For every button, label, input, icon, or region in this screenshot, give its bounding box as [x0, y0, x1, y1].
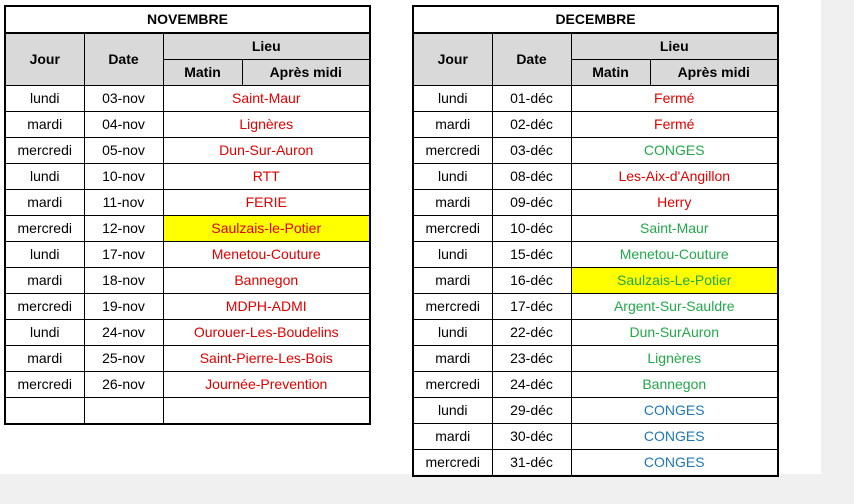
- cell-jour[interactable]: mercredi: [5, 294, 84, 320]
- cell-lieu[interactable]: Saint-Maur: [163, 86, 370, 112]
- november-rows: [5, 86, 370, 425]
- november-title[interactable]: NOVEMBRE: [5, 6, 370, 33]
- december-title[interactable]: DECEMBRE: [413, 6, 778, 33]
- header-date[interactable]: Date: [492, 33, 571, 86]
- cell-jour[interactable]: mercredi: [5, 372, 84, 398]
- header-lieu[interactable]: Lieu: [571, 33, 778, 60]
- cell-jour[interactable]: lundi: [5, 242, 84, 268]
- cell-jour[interactable]: mardi: [5, 268, 84, 294]
- cell-lieu[interactable]: MDPH-ADMI: [163, 294, 370, 320]
- cell-lieu[interactable]: Saint-Pierre-Les-Bois: [163, 346, 370, 372]
- cell-date[interactable]: 31-déc: [492, 450, 571, 477]
- table-row: [413, 268, 778, 294]
- cell-lieu[interactable]: CONGES: [571, 450, 778, 477]
- cell-lieu[interactable]: Menetou-Couture: [163, 242, 370, 268]
- table-row: [5, 294, 370, 320]
- table-row: [413, 450, 778, 477]
- cell-jour[interactable]: mardi: [5, 346, 84, 372]
- table-row: [413, 86, 778, 112]
- cell-jour[interactable]: mardi: [5, 190, 84, 216]
- cell-date[interactable]: 16-déc: [492, 268, 571, 294]
- table-row: [413, 372, 778, 398]
- header-matin[interactable]: Matin: [571, 60, 650, 86]
- cell-lieu[interactable]: Lignères: [163, 112, 370, 138]
- cell-lieu[interactable]: CONGES: [571, 138, 778, 164]
- cell-lieu[interactable]: CONGES: [571, 424, 778, 450]
- table-row: [413, 164, 778, 190]
- cell-jour[interactable]: lundi: [413, 398, 492, 424]
- table-row: [413, 346, 778, 372]
- cell-jour[interactable]: mardi: [413, 112, 492, 138]
- cell-lieu[interactable]: Saulzais-Le-Potier: [571, 268, 778, 294]
- cell-lieu[interactable]: Ourouer-Les-Boudelins: [163, 320, 370, 346]
- table-row: [5, 190, 370, 216]
- cell-date[interactable]: 24-déc: [492, 372, 571, 398]
- cell-jour[interactable]: mercredi: [413, 450, 492, 477]
- cell-lieu[interactable]: Journée-Prevention: [163, 372, 370, 398]
- cell-date[interactable]: [84, 398, 163, 425]
- cell-lieu[interactable]: Argent-Sur-Sauldre: [571, 294, 778, 320]
- cell-lieu[interactable]: RTT: [163, 164, 370, 190]
- cell-date[interactable]: 19-nov: [84, 294, 163, 320]
- table-row: [5, 138, 370, 164]
- cell-jour[interactable]: lundi: [413, 86, 492, 112]
- table-row: [5, 112, 370, 138]
- cell-lieu[interactable]: Menetou-Couture: [571, 242, 778, 268]
- cell-date[interactable]: 29-déc: [492, 398, 571, 424]
- cell-date[interactable]: 03-déc: [492, 138, 571, 164]
- cell-jour[interactable]: lundi: [5, 86, 84, 112]
- cell-lieu[interactable]: Fermé: [571, 112, 778, 138]
- cell-jour[interactable]: mardi: [5, 112, 84, 138]
- cell-date[interactable]: 25-nov: [84, 346, 163, 372]
- cell-jour[interactable]: lundi: [413, 320, 492, 346]
- cell-date[interactable]: 10-déc: [492, 216, 571, 242]
- cell-jour[interactable]: lundi: [413, 164, 492, 190]
- cell-jour[interactable]: lundi: [5, 164, 84, 190]
- cell-date[interactable]: 05-nov: [84, 138, 163, 164]
- cell-jour[interactable]: lundi: [5, 320, 84, 346]
- cell-date[interactable]: 26-nov: [84, 372, 163, 398]
- header-date[interactable]: Date: [84, 33, 163, 86]
- cell-lieu[interactable]: [163, 398, 370, 425]
- cell-lieu[interactable]: Bannegon: [163, 268, 370, 294]
- cell-jour[interactable]: mardi: [413, 268, 492, 294]
- header-apres-midi[interactable]: Après midi: [242, 60, 370, 86]
- cell-date[interactable]: 03-nov: [84, 86, 163, 112]
- table-row: [5, 86, 370, 112]
- november-table: [4, 5, 371, 425]
- table-row: [5, 242, 370, 268]
- cell-date[interactable]: 17-nov: [84, 242, 163, 268]
- cell-date[interactable]: 10-nov: [84, 164, 163, 190]
- cell-lieu[interactable]: Lignères: [571, 346, 778, 372]
- cell-lieu[interactable]: Fermé: [571, 86, 778, 112]
- cell-lieu[interactable]: Les-Aix-d'Angillon: [571, 164, 778, 190]
- cell-jour[interactable]: mercredi: [413, 294, 492, 320]
- table-row: [413, 320, 778, 346]
- table-row: [5, 216, 370, 242]
- table-row: [5, 346, 370, 372]
- table-row: [5, 268, 370, 294]
- cell-date[interactable]: 30-déc: [492, 424, 571, 450]
- table-row: [413, 398, 778, 424]
- cell-jour[interactable]: mardi: [413, 190, 492, 216]
- cell-lieu[interactable]: Saint-Maur: [571, 216, 778, 242]
- header-matin[interactable]: Matin: [163, 60, 242, 86]
- table-row: [413, 216, 778, 242]
- cell-date[interactable]: 01-déc: [492, 86, 571, 112]
- cell-date[interactable]: 02-déc: [492, 112, 571, 138]
- table-row: [5, 164, 370, 190]
- cell-date[interactable]: 24-nov: [84, 320, 163, 346]
- table-row: [413, 190, 778, 216]
- header-jour[interactable]: Jour: [413, 33, 492, 86]
- table-row: [413, 138, 778, 164]
- cell-jour[interactable]: mercredi: [413, 138, 492, 164]
- table-row: [5, 398, 370, 425]
- cell-lieu[interactable]: Dun-Sur-Auron: [163, 138, 370, 164]
- cell-date[interactable]: 11-nov: [84, 190, 163, 216]
- december-rows: [413, 86, 778, 477]
- cell-jour[interactable]: mardi: [413, 424, 492, 450]
- cell-lieu[interactable]: Herry: [571, 190, 778, 216]
- cell-date[interactable]: 18-nov: [84, 268, 163, 294]
- cell-date[interactable]: 08-déc: [492, 164, 571, 190]
- cell-lieu[interactable]: Bannegon: [571, 372, 778, 398]
- header-lieu[interactable]: Lieu: [163, 33, 370, 60]
- cell-jour[interactable]: mercredi: [413, 372, 492, 398]
- cell-lieu[interactable]: Dun-SurAuron: [571, 320, 778, 346]
- cell-date[interactable]: 22-déc: [492, 320, 571, 346]
- cell-date[interactable]: 09-déc: [492, 190, 571, 216]
- table-row: [413, 112, 778, 138]
- december-table: [412, 5, 779, 477]
- cell-lieu[interactable]: FERIE: [163, 190, 370, 216]
- cell-jour[interactable]: mardi: [413, 346, 492, 372]
- cell-date[interactable]: 15-déc: [492, 242, 571, 268]
- cell-jour[interactable]: mercredi: [5, 216, 84, 242]
- cell-date[interactable]: 23-déc: [492, 346, 571, 372]
- cell-date[interactable]: 17-déc: [492, 294, 571, 320]
- header-apres-midi[interactable]: Après midi: [650, 60, 778, 86]
- header-jour[interactable]: Jour: [5, 33, 84, 86]
- cell-date[interactable]: 04-nov: [84, 112, 163, 138]
- cell-jour[interactable]: mercredi: [413, 216, 492, 242]
- cell-lieu[interactable]: Saulzais-le-Potier: [163, 216, 370, 242]
- cell-lieu[interactable]: CONGES: [571, 398, 778, 424]
- cell-jour[interactable]: [5, 398, 84, 425]
- table-row: [413, 424, 778, 450]
- cell-date[interactable]: 12-nov: [84, 216, 163, 242]
- table-row: [5, 320, 370, 346]
- table-row: [413, 294, 778, 320]
- cell-jour[interactable]: mercredi: [5, 138, 84, 164]
- table-row: [413, 242, 778, 268]
- cell-jour[interactable]: lundi: [413, 242, 492, 268]
- table-row: [5, 372, 370, 398]
